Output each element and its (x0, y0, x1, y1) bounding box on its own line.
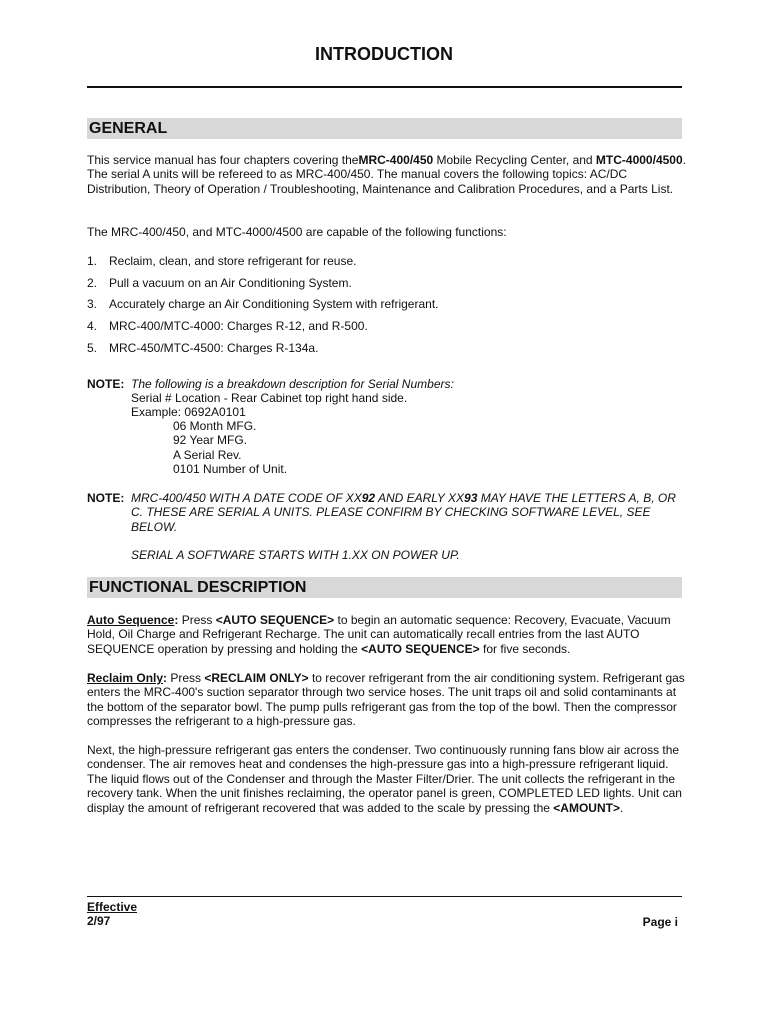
note-2-text-3: MAY HAVE THE LETTERS A, B, OR C. THESE ARE SERIAL A UNITS. PLEASE CONFIRM BY CHECKING SOFTWARE LEVEL, SEE BELOW. (131, 491, 676, 534)
model-mtc-4000-4500: MTC-4000/4500 (595, 153, 683, 167)
note-2-label: NOTE: (87, 491, 125, 505)
note-2-software: SERIAL A SOFTWARE STARTS WITH 1.XX ON POWER UP. (131, 548, 460, 562)
reclaim-text-2: to recover refrigerant from the air conditioning system. Refrigerant gas enters the MRC-400's suction separator through two service hoses. The unit traps oil and solid contaminants at the bottom of the separator bowl. The pump pulls refrigerant gas from the top of the bowl. Then the compressor compresses the refrigerant to a high-pressure gas. (87, 671, 685, 729)
page-title: INTRODUCTION (315, 44, 453, 64)
general-heading: GENERAL (87, 118, 682, 139)
reclaim-text-1: Press (167, 671, 205, 685)
serial-month: 06 Month MFG. (173, 419, 257, 433)
note-2-year-93: 93 (464, 491, 478, 505)
amount-key: <AMOUNT> (553, 800, 620, 815)
serial-unit-number: 0101 Number of Unit. (173, 462, 288, 476)
model-mrc-400-450: MRC-400/450 (358, 153, 434, 167)
note-2-text-2: AND EARLY XX (375, 491, 465, 505)
function-item-2 (87, 276, 352, 290)
function-text: MRC-400/MTC-4000: Charges R-12, and R-500. (109, 319, 368, 333)
auto-sequence-paragraph (87, 613, 691, 656)
serial-location: Serial # Location - Rear Cabinet top right hand side. (131, 391, 408, 405)
function-item-4 (87, 319, 368, 333)
general-paragraph-2: The MRC-400/450, and MTC-4000/4500 are capable of the following functions: (87, 225, 507, 239)
functional-description-heading: FUNCTIONAL DESCRIPTION (87, 577, 682, 598)
function-item-3 (87, 297, 439, 311)
reclaim-only-colon: : (163, 671, 168, 685)
serial-example: Example: 0692A0101 (131, 405, 246, 419)
auto-text-1: Press (178, 613, 216, 627)
note-2-year-92: 92 (361, 491, 376, 505)
note-2-text (131, 491, 676, 534)
function-number: 2. (87, 276, 98, 290)
footer-effective-date (87, 900, 137, 929)
serial-year: 92 Year MFG. (173, 433, 248, 447)
function-item-5 (87, 341, 318, 355)
function-number: 4. (87, 319, 98, 333)
general-p1-text-3: . The serial A units will be refereed to as MRC-400/450. The manual covers the following topics: AC/DC Distribution, Theory of Operation / Troubleshooting, Maintenance and Calibration Procedures, and a Parts List. (87, 153, 686, 196)
function-text: Pull a vacuum on an Air Conditioning System. (109, 276, 352, 290)
function-number: 3. (87, 297, 98, 311)
reclaim-only-label: Reclaim Only (87, 671, 164, 685)
auto-text-3: for five seconds. (479, 641, 571, 656)
auto-text-2: to begin an automatic sequence: Recovery, Evacuate, Vacuum Hold, Oil Charge and Refrigerant Recharge. The unit can automatically recall entries from the last AUTO SEQUENCE operation by pressing and holding the (87, 613, 671, 656)
auto-sequence-key-1: <AUTO SEQUENCE> (215, 613, 335, 627)
footer-rule (87, 896, 682, 897)
function-text: MRC-450/MTC-4500: Charges R-134a. (109, 341, 319, 355)
reclaim-only-key: <RECLAIM ONLY> (204, 671, 309, 685)
function-item-1 (87, 254, 356, 268)
note-1-intro: The following is a breakdown description for Serial Numbers: (131, 377, 454, 391)
page-number: Page i (642, 915, 678, 929)
condenser-text-1: Next, the high-pressure refrigerant gas enters the condenser. Two continuously running fans blow air across the condenser. The air removes heat and condenses the high-pressure gas into a high-pressure refrigerant liquid. The liquid flows out of the Condenser and through the Master Filter/Drier. The unit collects the refrigerant in the recovery tank. When the unit finishes reclaiming, the operator panel is green, COMPLETED LED lights. Unit can display the amount of refrigerant recovered that was added to the scale by pressing the (87, 743, 682, 815)
serial-rev: A Serial Rev. (173, 448, 242, 462)
function-text: Reclaim, clean, and store refrigerant for reuse. (109, 254, 357, 268)
note-1-label: NOTE: (87, 377, 125, 391)
general-p1-text-1: This service manual has four chapters covering the (87, 153, 359, 167)
note-2-text-1: MRC-400/450 WITH A DATE CODE OF XX (131, 491, 362, 505)
general-paragraph-1 (87, 153, 691, 196)
condenser-paragraph (87, 743, 691, 815)
auto-sequence-key-2: <AUTO SEQUENCE> (361, 641, 480, 656)
auto-sequence-colon: : (174, 613, 179, 627)
function-number: 1. (87, 254, 98, 268)
header-rule (87, 86, 682, 88)
auto-sequence-label: Auto Sequence (87, 613, 175, 627)
condenser-text-2: . (619, 800, 624, 815)
function-number: 5. (87, 341, 98, 355)
footer-date: 2/97 (87, 914, 111, 929)
reclaim-only-paragraph (87, 671, 691, 729)
function-text: Accurately charge an Air Conditioning System with refrigerant. (109, 297, 439, 311)
footer-effective-label: Effective (87, 900, 138, 914)
general-p1-text-2: Mobile Recycling Center, and (433, 153, 596, 167)
